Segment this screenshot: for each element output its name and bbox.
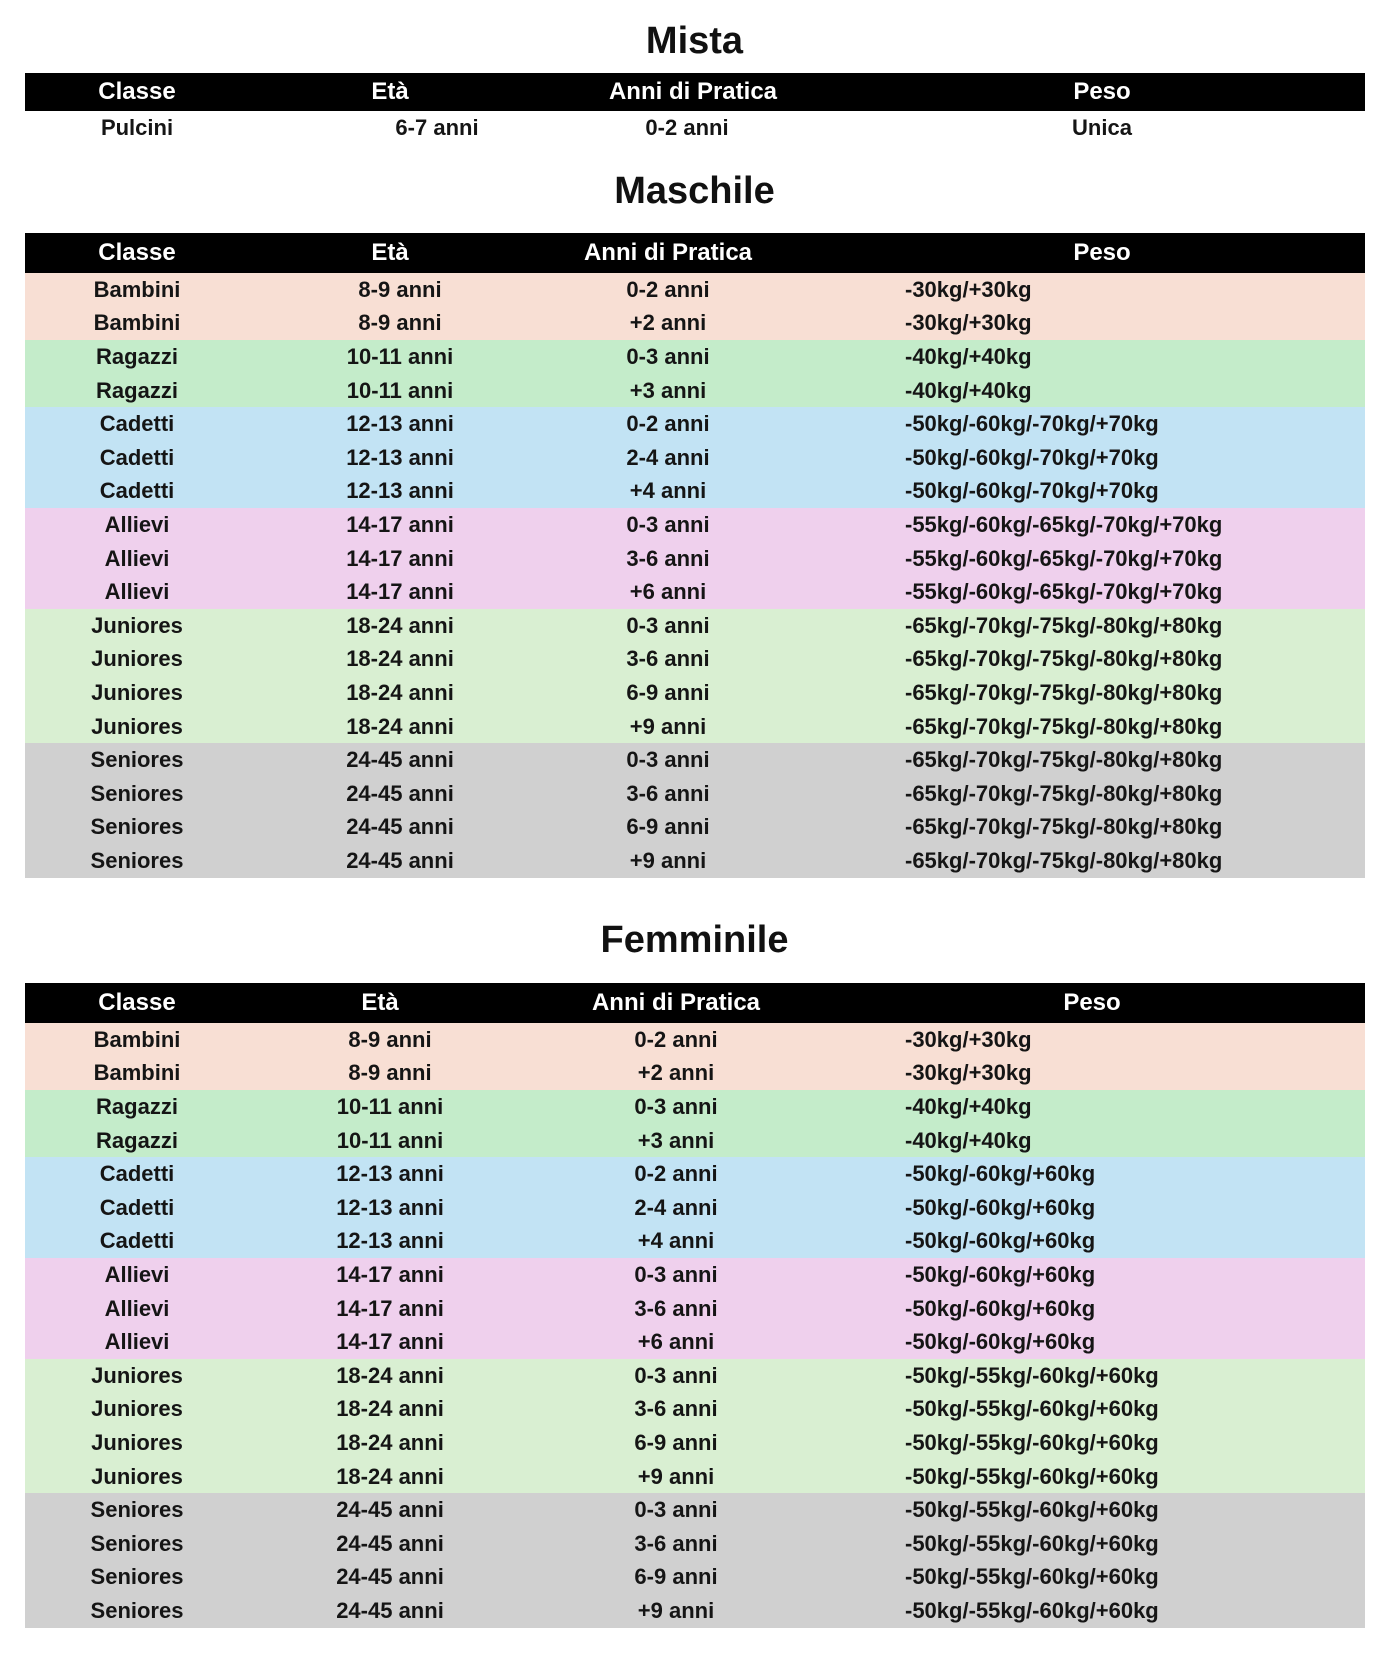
table-row bbox=[25, 407, 1365, 441]
section-title-femminile: Femminile bbox=[600, 919, 789, 961]
table-row bbox=[25, 777, 1365, 811]
cell-anni-di-pratica: 3-6 anni bbox=[634, 1295, 718, 1321]
cell-peso: -30kg/+30kg bbox=[905, 310, 1032, 336]
cell-eta: 8-9 anni bbox=[348, 1060, 432, 1086]
table-row bbox=[25, 307, 1365, 341]
cell-eta: 12-13 anni bbox=[336, 1194, 444, 1220]
column-header-anni-di-pratica: Anni di Pratica bbox=[583, 239, 753, 266]
cell-peso: -50kg/-55kg/-60kg/+60kg bbox=[905, 1396, 1159, 1422]
cell-eta: 12-13 anni bbox=[336, 1161, 444, 1187]
cell-anni-di-pratica: +6 anni bbox=[637, 1329, 715, 1355]
cell-eta: 24-45 anni bbox=[336, 1597, 444, 1623]
cell-anni-di-pratica: 0-3 anni bbox=[634, 1497, 718, 1523]
cell-anni-di-pratica: 0-2 anni bbox=[626, 411, 710, 437]
cell-classe: Cadetti bbox=[99, 1228, 175, 1254]
table-row bbox=[25, 111, 1365, 144]
cell-peso: -50kg/-60kg/+60kg bbox=[905, 1228, 1096, 1254]
cell-anni-di-pratica: 3-6 anni bbox=[634, 1530, 718, 1556]
cell-anni-di-pratica: 3-6 anni bbox=[626, 780, 710, 806]
table-row bbox=[25, 1325, 1365, 1359]
cell-eta: 12-13 anni bbox=[336, 1228, 444, 1254]
cell-classe: Bambini bbox=[93, 276, 181, 302]
cell-eta: 8-9 anni bbox=[358, 276, 442, 302]
cell-eta: 14-17 anni bbox=[336, 1329, 444, 1355]
cell-eta: 6-7 anni bbox=[395, 114, 479, 140]
cell-eta: 12-13 anni bbox=[346, 411, 454, 437]
cell-anni-di-pratica: +9 anni bbox=[637, 1597, 715, 1623]
cell-anni-di-pratica: 3-6 anni bbox=[626, 646, 710, 672]
cell-classe: Seniores bbox=[90, 1497, 184, 1523]
cell-classe: Cadetti bbox=[99, 1194, 175, 1220]
cell-anni-di-pratica: +4 anni bbox=[637, 1228, 715, 1254]
column-header-classe: Classe bbox=[98, 989, 176, 1016]
table-row bbox=[25, 676, 1365, 710]
table-row bbox=[25, 1157, 1365, 1191]
cell-anni-di-pratica: 6-9 anni bbox=[626, 814, 710, 840]
cell-peso: -55kg/-60kg/-65kg/-70kg/+70kg bbox=[905, 545, 1223, 571]
column-header-anni-di-pratica: Anni di Pratica bbox=[608, 78, 778, 105]
cell-eta: 24-45 anni bbox=[346, 814, 454, 840]
cell-eta: 18-24 anni bbox=[346, 713, 454, 739]
column-header-eta: Età bbox=[361, 989, 399, 1016]
cell-peso: -50kg/-55kg/-60kg/+60kg bbox=[905, 1597, 1159, 1623]
table-row bbox=[25, 1493, 1365, 1527]
mista-table bbox=[25, 73, 1365, 144]
cell-peso: -30kg/+30kg bbox=[905, 1026, 1032, 1052]
cell-peso: -40kg/+40kg bbox=[905, 377, 1032, 403]
cell-anni-di-pratica: 0-3 anni bbox=[626, 511, 710, 537]
cell-peso: -50kg/-60kg/+60kg bbox=[905, 1261, 1096, 1287]
cell-classe: Bambini bbox=[93, 1026, 181, 1052]
cell-classe: Bambini bbox=[93, 310, 181, 336]
cell-classe: Juniores bbox=[91, 679, 183, 705]
cell-eta: 24-45 anni bbox=[336, 1497, 444, 1523]
table-row bbox=[25, 1393, 1365, 1427]
table-row bbox=[25, 1023, 1365, 1057]
section-title-mista: Mista bbox=[645, 20, 744, 62]
cell-classe: Seniores bbox=[90, 780, 184, 806]
cell-eta: 8-9 anni bbox=[348, 1026, 432, 1052]
cell-peso: -65kg/-70kg/-75kg/-80kg/+80kg bbox=[905, 713, 1223, 739]
cell-anni-di-pratica: 6-9 anni bbox=[634, 1429, 718, 1455]
cell-anni-di-pratica: +6 anni bbox=[629, 579, 707, 605]
cell-peso: -50kg/-60kg/+60kg bbox=[905, 1161, 1096, 1187]
femminile-table bbox=[25, 983, 1365, 1628]
cell-anni-di-pratica: +3 anni bbox=[637, 1127, 715, 1153]
cell-anni-di-pratica: 0-2 anni bbox=[634, 1026, 718, 1052]
cell-anni-di-pratica: 0-3 anni bbox=[634, 1261, 718, 1287]
cell-eta: 18-24 anni bbox=[346, 612, 454, 638]
table-row bbox=[25, 1292, 1365, 1326]
column-header-classe: Classe bbox=[98, 78, 176, 105]
table-row bbox=[25, 1460, 1365, 1494]
cell-classe: Juniores bbox=[91, 646, 183, 672]
cell-eta: 18-24 anni bbox=[336, 1463, 444, 1489]
column-header-eta: Età bbox=[371, 239, 409, 266]
cell-classe: Juniores bbox=[91, 1429, 183, 1455]
cell-eta: 24-45 anni bbox=[346, 780, 454, 806]
cell-peso: -50kg/-55kg/-60kg/+60kg bbox=[905, 1362, 1159, 1388]
cell-eta: 14-17 anni bbox=[336, 1261, 444, 1287]
cell-classe: Juniores bbox=[91, 1396, 183, 1422]
cell-anni-di-pratica: 6-9 anni bbox=[626, 679, 710, 705]
cell-classe: Cadetti bbox=[99, 444, 175, 470]
table-row bbox=[25, 1594, 1365, 1628]
cell-peso: -65kg/-70kg/-75kg/-80kg/+80kg bbox=[905, 646, 1223, 672]
cell-classe: Juniores bbox=[91, 612, 183, 638]
cell-eta: 10-11 anni bbox=[346, 343, 454, 369]
cell-classe: Allievi bbox=[104, 579, 170, 605]
table-row bbox=[25, 811, 1365, 845]
cell-classe: Juniores bbox=[91, 1463, 183, 1489]
cell-eta: 24-45 anni bbox=[346, 747, 454, 773]
cell-peso: -40kg/+40kg bbox=[905, 343, 1032, 369]
cell-classe: Seniores bbox=[90, 814, 184, 840]
table-row bbox=[25, 643, 1365, 677]
cell-classe: Ragazzi bbox=[96, 1127, 178, 1153]
column-header-eta: Età bbox=[371, 78, 409, 105]
cell-peso: -50kg/-60kg/-70kg/+70kg bbox=[905, 478, 1159, 504]
cell-eta: 12-13 anni bbox=[346, 444, 454, 470]
table-row bbox=[25, 609, 1365, 643]
table-row bbox=[25, 575, 1365, 609]
cell-anni-di-pratica: 6-9 anni bbox=[634, 1564, 718, 1590]
cell-anni-di-pratica: 2-4 anni bbox=[626, 444, 710, 470]
cell-classe: Allievi bbox=[104, 1295, 170, 1321]
cell-eta: 10-11 anni bbox=[346, 377, 454, 403]
cell-peso: -50kg/-60kg/-70kg/+70kg bbox=[905, 444, 1159, 470]
cell-eta: 18-24 anni bbox=[336, 1362, 444, 1388]
cell-anni-di-pratica: +9 anni bbox=[629, 713, 707, 739]
table-header-row bbox=[25, 233, 1365, 273]
cell-eta: 10-11 anni bbox=[336, 1127, 444, 1153]
table-row bbox=[25, 1090, 1365, 1124]
cell-peso: -65kg/-70kg/-75kg/-80kg/+80kg bbox=[905, 747, 1223, 773]
column-header-classe: Classe bbox=[98, 239, 176, 266]
cell-anni-di-pratica: +4 anni bbox=[629, 478, 707, 504]
maschile-table bbox=[25, 233, 1365, 878]
cell-peso: -55kg/-60kg/-65kg/-70kg/+70kg bbox=[905, 579, 1223, 605]
cell-eta: 10-11 anni bbox=[336, 1093, 444, 1119]
cell-peso: -50kg/-55kg/-60kg/+60kg bbox=[905, 1564, 1159, 1590]
cell-eta: 14-17 anni bbox=[346, 545, 454, 571]
cell-classe: Ragazzi bbox=[96, 1093, 178, 1119]
cell-peso: -65kg/-70kg/-75kg/-80kg/+80kg bbox=[905, 847, 1223, 873]
table-row bbox=[25, 273, 1365, 307]
table-row bbox=[25, 475, 1365, 509]
cell-classe: Bambini bbox=[93, 1060, 181, 1086]
cell-eta: 12-13 anni bbox=[346, 478, 454, 504]
cell-anni-di-pratica: +9 anni bbox=[637, 1463, 715, 1489]
cell-peso: -65kg/-70kg/-75kg/-80kg/+80kg bbox=[905, 780, 1223, 806]
cell-classe: Ragazzi bbox=[96, 377, 178, 403]
table-row bbox=[25, 1258, 1365, 1292]
cell-anni-di-pratica: 0-3 anni bbox=[634, 1362, 718, 1388]
cell-classe: Allievi bbox=[104, 1329, 170, 1355]
cell-eta: 14-17 anni bbox=[346, 579, 454, 605]
cell-anni-di-pratica: 0-2 anni bbox=[645, 114, 729, 140]
cell-anni-di-pratica: +9 anni bbox=[629, 847, 707, 873]
cell-peso: Unica bbox=[1072, 114, 1132, 140]
cell-anni-di-pratica: 3-6 anni bbox=[634, 1396, 718, 1422]
cell-peso: -65kg/-70kg/-75kg/-80kg/+80kg bbox=[905, 814, 1223, 840]
cell-anni-di-pratica: 2-4 anni bbox=[634, 1194, 718, 1220]
table-row bbox=[25, 1057, 1365, 1091]
cell-eta: 8-9 anni bbox=[358, 310, 442, 336]
cell-classe: Cadetti bbox=[99, 478, 175, 504]
cell-anni-di-pratica: 0-3 anni bbox=[626, 612, 710, 638]
cell-peso: -40kg/+40kg bbox=[905, 1093, 1032, 1119]
table-row bbox=[25, 340, 1365, 374]
table-header-row bbox=[25, 983, 1365, 1023]
cell-peso: -50kg/-60kg/+60kg bbox=[905, 1329, 1096, 1355]
table-row bbox=[25, 710, 1365, 744]
table-row bbox=[25, 1124, 1365, 1158]
cell-eta: 24-45 anni bbox=[336, 1530, 444, 1556]
cell-anni-di-pratica: 0-3 anni bbox=[634, 1093, 718, 1119]
table-row bbox=[25, 1527, 1365, 1561]
cell-peso: -30kg/+30kg bbox=[905, 276, 1032, 302]
table-row bbox=[25, 542, 1365, 576]
table-row bbox=[25, 1191, 1365, 1225]
cell-classe: Seniores bbox=[90, 1530, 184, 1556]
cell-eta: 24-45 anni bbox=[346, 847, 454, 873]
section-title-maschile: Maschile bbox=[614, 170, 775, 212]
table-row bbox=[25, 441, 1365, 475]
cell-classe: Pulcini bbox=[100, 114, 174, 140]
cell-peso: -50kg/-60kg/-70kg/+70kg bbox=[905, 411, 1159, 437]
cell-classe: Allievi bbox=[104, 545, 170, 571]
cell-anni-di-pratica: +3 anni bbox=[629, 377, 707, 403]
cell-classe: Seniores bbox=[90, 1564, 184, 1590]
table-row bbox=[25, 1359, 1365, 1393]
cell-anni-di-pratica: +2 anni bbox=[637, 1060, 715, 1086]
cell-peso: -65kg/-70kg/-75kg/-80kg/+80kg bbox=[905, 679, 1223, 705]
cell-eta: 18-24 anni bbox=[346, 646, 454, 672]
table-row bbox=[25, 508, 1365, 542]
column-header-peso: Peso bbox=[1073, 78, 1131, 105]
table-header-row bbox=[25, 73, 1365, 111]
column-header-peso: Peso bbox=[1073, 239, 1131, 266]
cell-classe: Seniores bbox=[90, 847, 184, 873]
cell-peso: -40kg/+40kg bbox=[905, 1127, 1032, 1153]
cell-peso: -65kg/-70kg/-75kg/-80kg/+80kg bbox=[905, 612, 1223, 638]
cell-peso: -50kg/-55kg/-60kg/+60kg bbox=[905, 1530, 1159, 1556]
cell-peso: -50kg/-55kg/-60kg/+60kg bbox=[905, 1429, 1159, 1455]
cell-peso: -50kg/-55kg/-60kg/+60kg bbox=[905, 1497, 1159, 1523]
cell-classe: Ragazzi bbox=[96, 343, 178, 369]
cell-classe: Cadetti bbox=[99, 411, 175, 437]
cell-classe: Cadetti bbox=[99, 1161, 175, 1187]
table-row bbox=[25, 743, 1365, 777]
table-row bbox=[25, 374, 1365, 408]
cell-anni-di-pratica: +2 anni bbox=[629, 310, 707, 336]
cell-anni-di-pratica: 0-2 anni bbox=[626, 276, 710, 302]
cell-peso: -50kg/-60kg/+60kg bbox=[905, 1295, 1096, 1321]
cell-peso: -50kg/-55kg/-60kg/+60kg bbox=[905, 1463, 1159, 1489]
cell-classe: Seniores bbox=[90, 1597, 184, 1623]
column-header-peso: Peso bbox=[1063, 989, 1121, 1016]
cell-classe: Seniores bbox=[90, 747, 184, 773]
table-row bbox=[25, 844, 1365, 878]
cell-anni-di-pratica: 3-6 anni bbox=[626, 545, 710, 571]
cell-anni-di-pratica: 0-2 anni bbox=[634, 1161, 718, 1187]
cell-classe: Juniores bbox=[91, 1362, 183, 1388]
cell-peso: -30kg/+30kg bbox=[905, 1060, 1032, 1086]
cell-eta: 14-17 anni bbox=[336, 1295, 444, 1321]
cell-anni-di-pratica: 0-3 anni bbox=[626, 343, 710, 369]
table-row bbox=[25, 1225, 1365, 1259]
cell-eta: 18-24 anni bbox=[336, 1429, 444, 1455]
cell-classe: Allievi bbox=[104, 511, 170, 537]
cell-classe: Juniores bbox=[91, 713, 183, 739]
cell-peso: -50kg/-60kg/+60kg bbox=[905, 1194, 1096, 1220]
cell-anni-di-pratica: 0-3 anni bbox=[626, 747, 710, 773]
cell-eta: 18-24 anni bbox=[336, 1396, 444, 1422]
cell-eta: 18-24 anni bbox=[346, 679, 454, 705]
cell-eta: 24-45 anni bbox=[336, 1564, 444, 1590]
cell-classe: Allievi bbox=[104, 1261, 170, 1287]
column-header-anni-di-pratica: Anni di Pratica bbox=[591, 989, 761, 1016]
cell-eta: 14-17 anni bbox=[346, 511, 454, 537]
table-row bbox=[25, 1561, 1365, 1595]
cell-peso: -55kg/-60kg/-65kg/-70kg/+70kg bbox=[905, 511, 1223, 537]
table-row bbox=[25, 1426, 1365, 1460]
